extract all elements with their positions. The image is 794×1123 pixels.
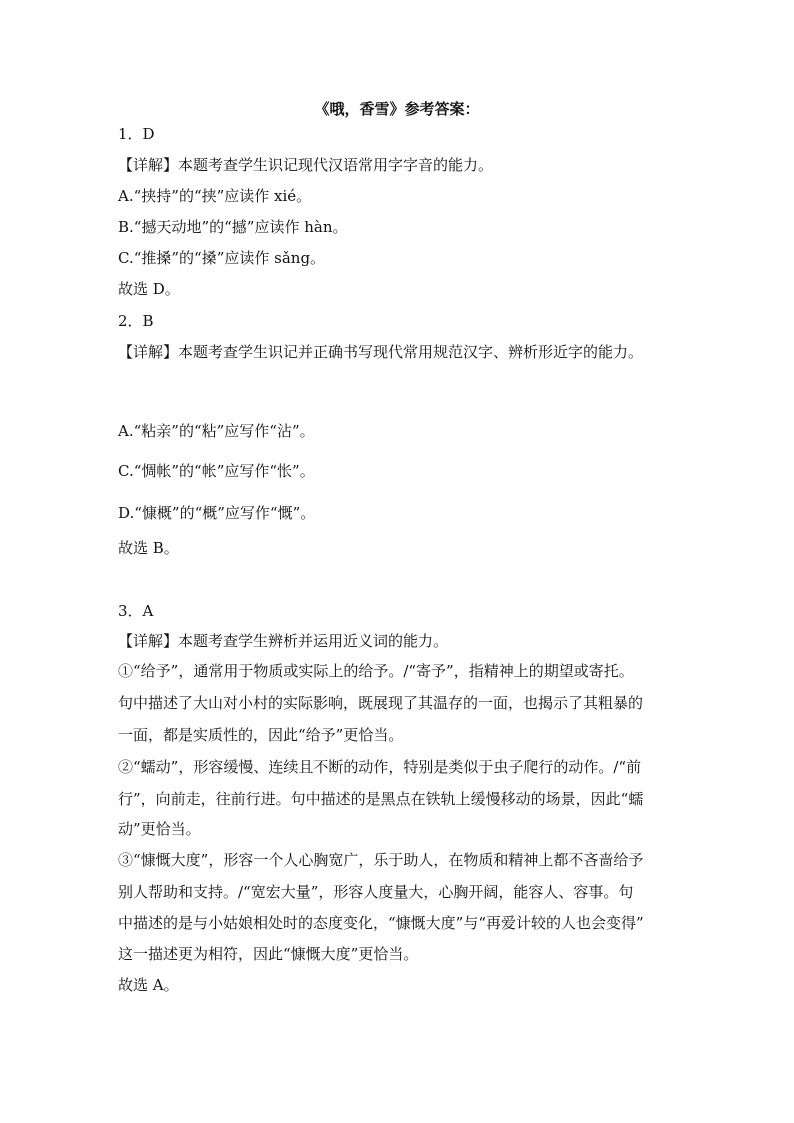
q2-answer: 2．B (118, 312, 154, 330)
q3-line: 句中描述了大山对小村的实际影响，既展现了其温存的一面，也揭示了其粗暴的 (118, 694, 644, 712)
q2-item-c: C.“惆帐”的“帐”应写作“怅”。 (118, 462, 315, 480)
q3-line: ②“蠕动”，形容缓慢、连续且不断的动作，特别是类似于虫子爬行的动作。/“前 (118, 758, 642, 776)
q3-detail: 【详解】本题考查学生辨析并运用近义词的能力。 (118, 632, 449, 650)
q1-detail: 【详解】本题考查学生识记现代汉语常用字字音的能力。 (118, 156, 494, 174)
q3-conclusion: 故选 A。 (118, 976, 179, 994)
q1-item-c: C.“推搡”的“搡”应读作 sǎng。 (118, 249, 326, 267)
q1-item-a: A.“挟持”的“挟”应读作 xié。 (118, 187, 312, 205)
q3-line: 动”更恰当。 (118, 820, 201, 838)
q3-line: 一面，都是实质性的，因此“给予”更恰当。 (118, 726, 404, 744)
q2-conclusion: 故选 B。 (118, 539, 179, 557)
q3-line: 别人帮助和支持。/“宽宏大量”，形容人度量大，心胸开阔，能容人、容事。句 (118, 883, 634, 901)
q3-answer: 3．A (118, 602, 154, 620)
q2-item-a: A.“粘亲”的“粘”应写作“沾”。 (118, 422, 315, 440)
q2-item-d: D.“慷概”的“概”应写作“慨”。 (118, 504, 316, 522)
q1-item-b: B.“撼天动地”的“撼”应读作 hàn。 (118, 218, 348, 236)
q3-line: 中描述的是与小姑娘相处时的态度变化，“慷慨大度”与“再爱计较的人也会变得” (118, 914, 644, 932)
q2-detail: 【详解】本题考查学生识记并正确书写现代常用规范汉字、辨析形近字的能力。 (118, 343, 644, 361)
document-title: 《哦，香雪》参考答案： (314, 100, 480, 118)
q1-answer: 1．D (118, 125, 155, 143)
q3-line: 这一描述更为相符，因此“慷慨大度”更恰当。 (118, 945, 419, 963)
q3-line: ③“慷慨大度”，形容一个人心胸宽广，乐于助人，在物质和精神上都不吝啬给予 (118, 851, 644, 869)
q3-line: ①“给予”，通常用于物质或实际上的给予。/“寄予”，指精神上的期望或寄托。 (118, 662, 634, 680)
q1-conclusion: 故选 D。 (118, 280, 180, 298)
q3-line: 行”，向前走，往前行进。句中描述的是黑点在铁轨上缓慢移动的场景，因此“蠕 (118, 790, 644, 808)
